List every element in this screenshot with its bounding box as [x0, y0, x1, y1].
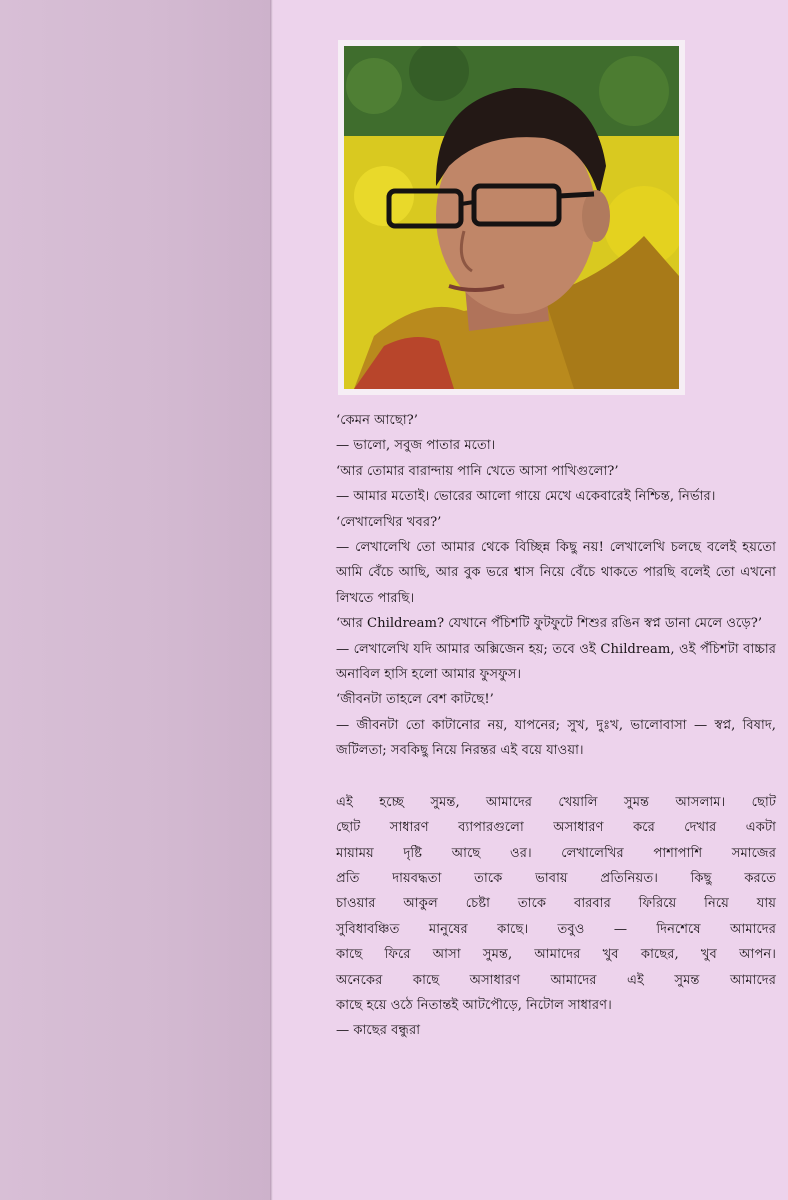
- dialogue-line: ‘আর তোমার বারান্দায় পানি খেতে আসা পাখিগুলো?’: [336, 463, 619, 479]
- paragraph-line: ছোট সাধারণ ব্যাপারগুলো অসাধারণ করে দেখার একটা: [336, 820, 776, 836]
- paragraph-line: কাছে ফিরে আসা সুমন্ত, আমাদের খুব কাছের, খুব আপন।: [336, 947, 776, 963]
- author-photo: [344, 46, 679, 389]
- dialogue-line: — ভালো, সবুজ পাতার মতো।: [336, 438, 496, 454]
- dialogue-line: ‘আর Childream? যেখানে পঁচিশটি ফুটফুটে শিশুর রঙিন স্বপ্ন ডানা মেলে ওড়ে?’: [336, 616, 763, 632]
- paragraph-line: চাওয়ার আকুল চেষ্টা তাকে বারবার ফিরিয়ে নিয়ে যায়: [336, 896, 776, 912]
- dialogue-line: — লেখালেখি যদি আমার অক্সিজেন হয়; তবে ওই Childream, ওই পঁচিশটা বাচ্চার অনাবিল হাসি হলো আমার ফুসফুস।: [336, 641, 776, 683]
- author-photo-frame: [338, 40, 685, 395]
- dialogue-line: — লেখালেখি তো আমার থেকে বিচ্ছিন্ন কিছু নয়! লেখালেখি চলছে বলেই হয়তো আমি বেঁচে আছি, আর বুক ভরে শ্বাস নিয়ে বেঁচে থাকতে পারছি বলেই তো এখনো লিখতে পারছি।: [336, 540, 776, 606]
- paragraph-line: অনেকের কাছে অসাধারণ আমাদের এই সুমন্ত আমাদের: [336, 972, 776, 988]
- paragraph-line: প্রতি দায়বদ্ধতা তাকে ভাবায় প্রতিনিয়ত। কিছু করতে: [336, 870, 776, 886]
- dialogue-line: — আমার মতোই। ভোরের আলো গায়ে মেখে একেবারেই নিশ্চিন্ত, নির্ভার।: [336, 489, 716, 505]
- dialogue-line: — জীবনটা তো কাটানোর নয়, যাপনের; সুখ, দুঃখ, ভালোবাসা — স্বপ্ন, বিষাদ, জটিলতা; সবকিছু নিয়ে নিরন্তর এই বয়ে যাওয়া।: [336, 717, 776, 759]
- dialogue-line: ‘লেখালেখির খবর?’: [336, 514, 442, 530]
- author-portrait-icon: [344, 46, 679, 389]
- paragraph-line: এই হচ্ছে সুমন্ত, আমাদের খেয়ালি সুমন্ত আসলাম। ছোট: [336, 794, 776, 810]
- description-paragraph: [336, 790, 776, 1044]
- paragraph-line: কাছে হয়ে ওঠে নিতান্তই আটপৌড়ে, নিটোল সাধারণ।: [336, 997, 612, 1013]
- dialogue-line: ‘জীবনটা তাহলে বেশ কাটছে!’: [336, 692, 494, 708]
- signature: — কাছের বন্ধুরা: [336, 1023, 421, 1039]
- book-spine: [0, 0, 270, 1200]
- paragraph-line: সুবিধাবঞ্চিত মানুষের কাছে। তবুও — দিনশেষে আমাদের: [336, 921, 776, 937]
- dialogue-section: [336, 408, 776, 764]
- flap-text: [336, 408, 776, 1044]
- paragraph-line: মায়াময় দৃষ্টি আছে ওর। লেখালেখির পাশাপাশি সমাজের: [336, 845, 776, 861]
- dialogue-line: ‘কেমন আছো?’: [336, 413, 418, 428]
